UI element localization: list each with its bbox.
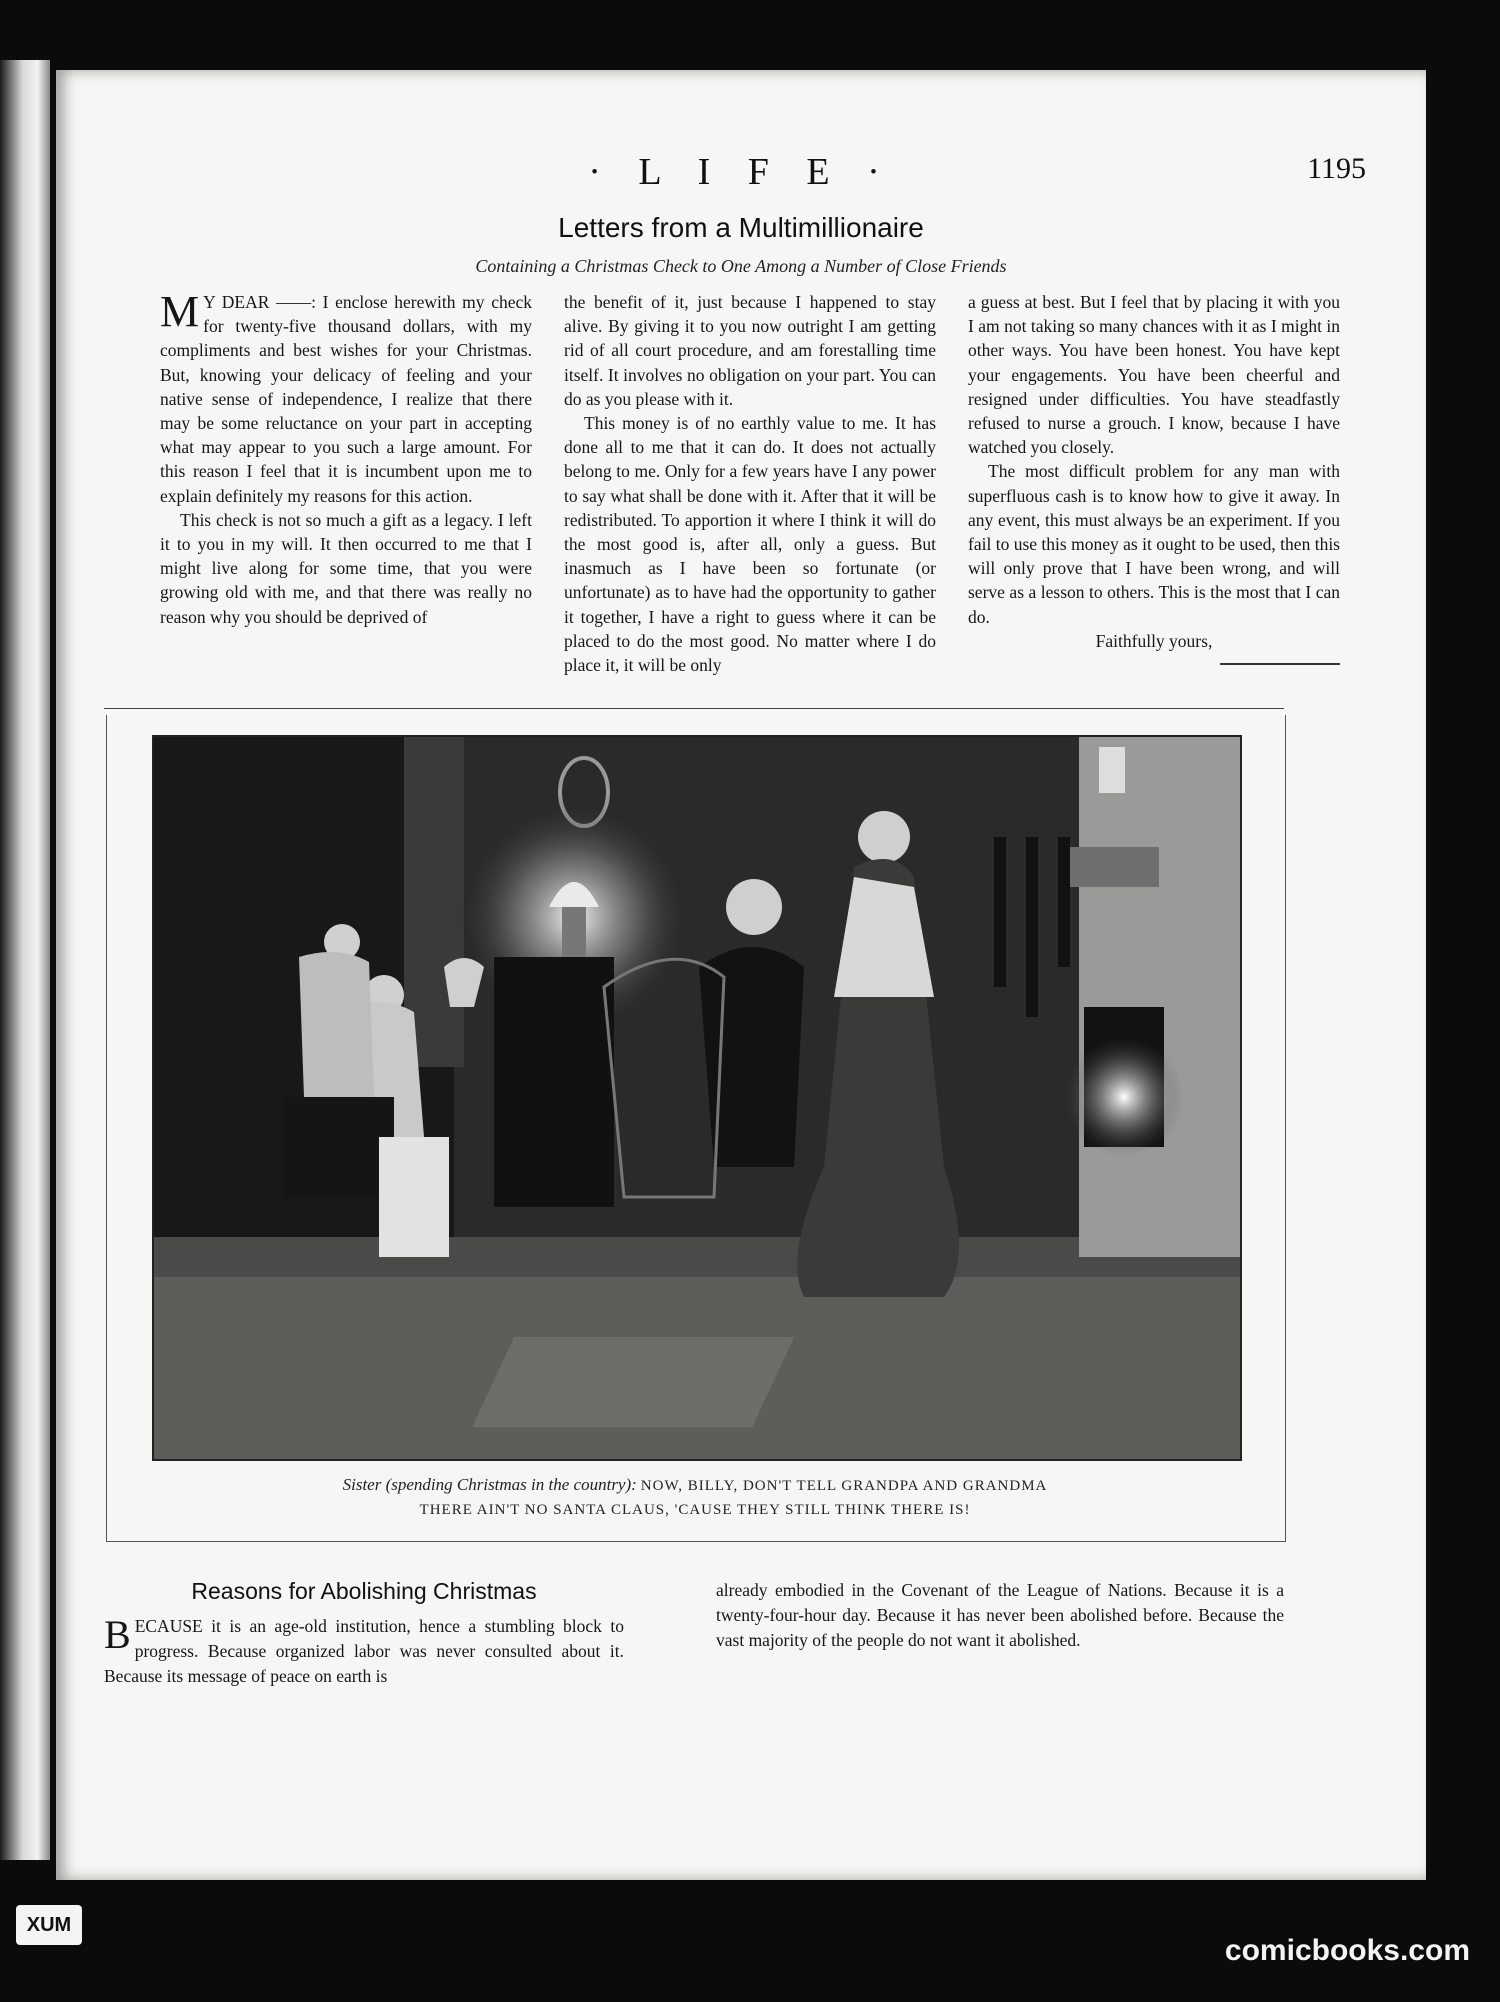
- article-title: Letters from a Multimillionaire: [558, 212, 924, 243]
- illustration-caption: [106, 1473, 1284, 1522]
- paragraph: The most difficult problem for any man with superfluous cash is to know how to give it away. In any event, this must always be an experiment. If you fail to use this money as it ought to be used, then this will only prove that I have been wrong, and will serve as a lesson to others. This is the most that I can do.: [968, 461, 1340, 627]
- paragraph: a guess at best. But I feel that by placing it with you I am not taking so many chances with it as I might in other ways. You have been honest. You have kept your engagements. You have been cheerful and resigned under difficulties. You have steadfastly refused to nurse a grouch. I know, because I have watched you closely.: [968, 292, 1340, 458]
- paragraph: the benefit of it, just because I happened to stay alive. By giving it to you now outright I am getting rid of all court procedure, and am forestalling time itself. It involves no obligation on your part. You can do as you please with it.: [564, 292, 936, 409]
- caption-line-1: NOW, BILLY, DON'T TELL GRANDPA AND GRANDMA: [640, 1478, 1048, 1494]
- facing-page-edge: [0, 60, 50, 1860]
- masthead: · L I F E ·: [588, 151, 894, 193]
- signoff: Faithfully yours,: [1095, 630, 1213, 651]
- watermark: comicbooks.com: [1224, 1934, 1470, 1967]
- signature-line: [1220, 663, 1340, 665]
- article-2-right-column: already embodied in the Covenant of the League of Nations. Because it is a twenty-four-hour day. Because it has never been abolished before. Because the vast majority of the people do not want it abolished.: [716, 1580, 1284, 1650]
- article-2-title: Reasons for Abolishing Christmas: [191, 1578, 537, 1604]
- illustration: [152, 735, 1242, 1461]
- divider-rule: [104, 708, 1284, 709]
- article-subtitle: Containing a Christmas Check to One Among a Number of Close Friends: [475, 256, 1007, 276]
- paragraph: This money is of no earthly value to me. It has done all to me that it can do. It does not actually belong to me. Only for a few years have I any power to say what shall be done with it. After that it will be redistributed. To apportion it where I think it will do the most good is, after all, only a guess. But inasmuch as I have been so fortunate (or unfortunate) as to have had the opportunity to gather it together, I have a right to guess where it can be placed to do the most good. No matter where I do place it, it will be only: [564, 413, 936, 676]
- caption-line-2: THERE AIN'T NO SANTA CLAUS, 'CAUSE THEY STILL THINK THERE IS!: [419, 1502, 971, 1518]
- caption-speaker: Sister (spending Christmas in the country):: [342, 1475, 637, 1494]
- archive-stamp: XUM: [16, 1905, 82, 1945]
- page-number: 1195: [1307, 152, 1366, 185]
- paragraph: [160, 287, 532, 508]
- article-2-text-left: ECAUSE it is an age-old institution, hence a stumbling block to progress. Because organized labor was never consulted about it. Because its message of peace on earth is: [104, 1616, 624, 1686]
- christmas-scene-drawing: [154, 737, 1240, 1459]
- paragraph: This check is not so much a gift as a legacy. I left it to you in my will. It then occurred to me that I might live along for some time, that you were growing old with me, and that there was really no reason why you should be deprived of: [160, 509, 532, 627]
- article-2-left-column: [104, 1614, 624, 1689]
- paragraph-text: Y DEAR ——: I enclose herewith my check for twenty-five thousand dollars, with my compliments and best wishes for your Christmas. But, knowing your delicacy of feeling and your native sense of independence, I realize that there may be some reluctance on your part in accepting what may appear to you such a large amount. For this reason I feel that it is incumbent upon me to explain definitely my reasons for this action.: [160, 292, 532, 506]
- drop-cap: B: [104, 1612, 131, 1657]
- drop-cap: M: [160, 287, 200, 336]
